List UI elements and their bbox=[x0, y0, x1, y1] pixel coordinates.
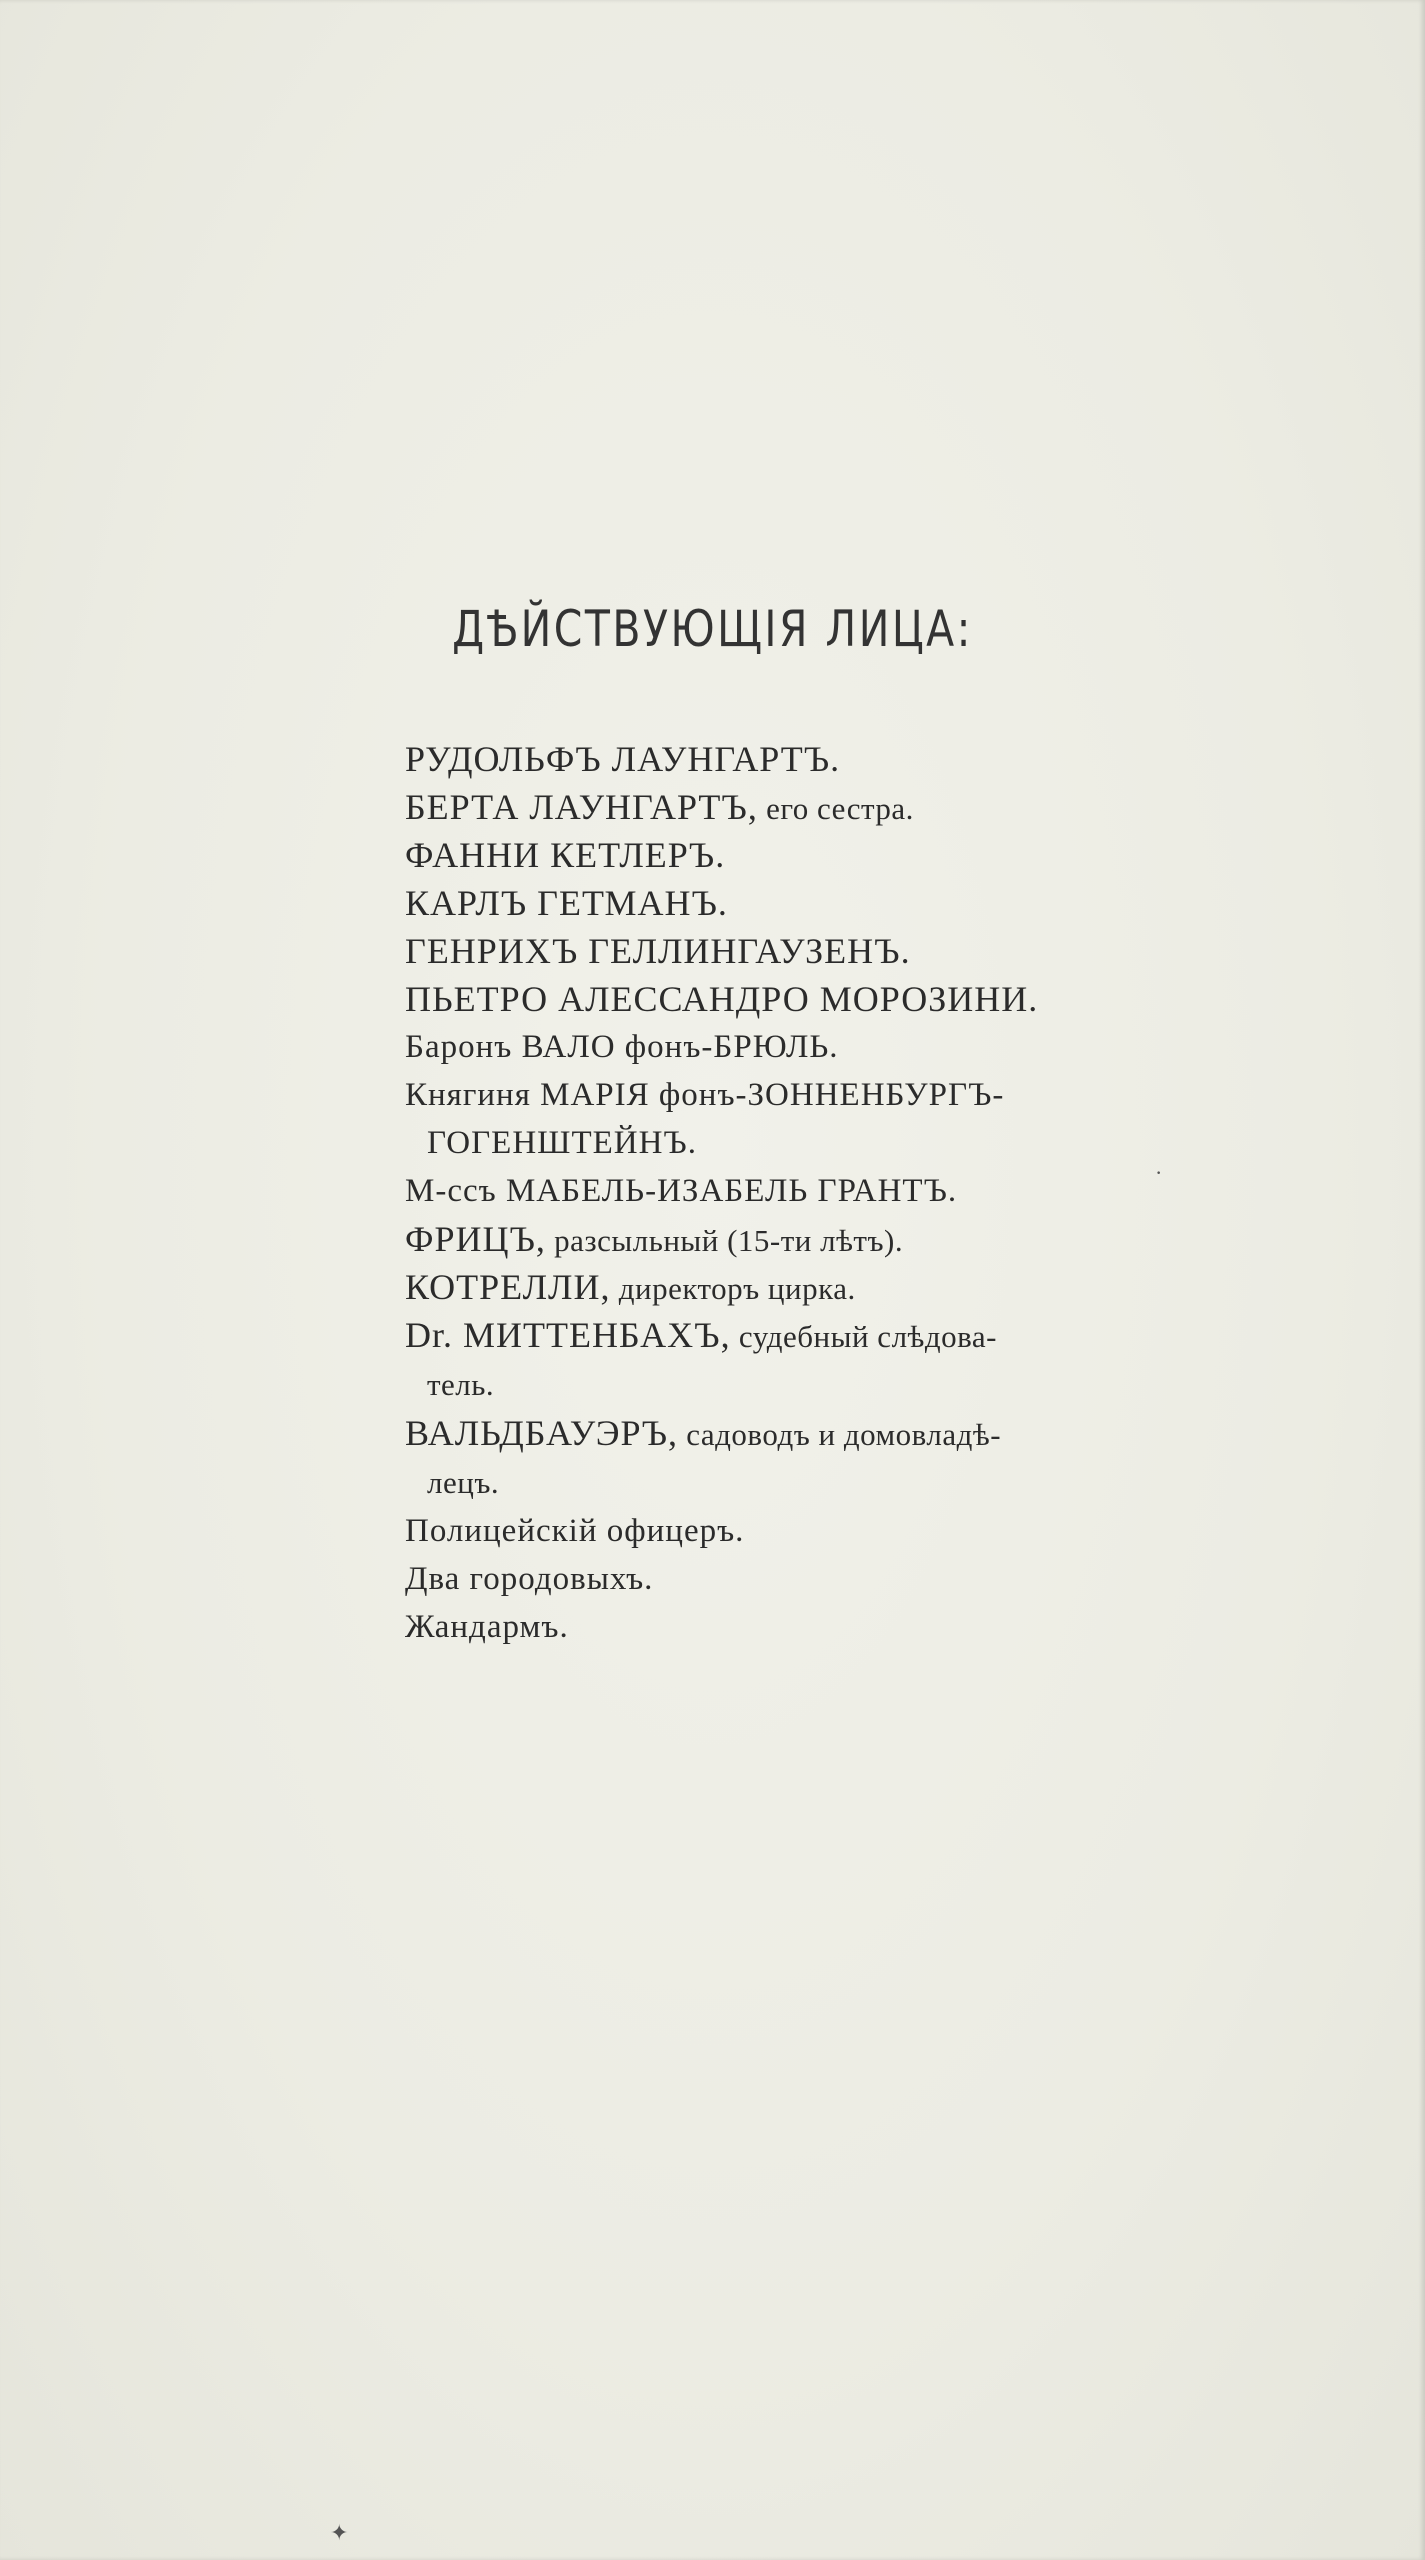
character-description: его сестра. bbox=[757, 791, 914, 826]
character-name: ФАННИ КЕТЛЕРЪ. bbox=[405, 835, 726, 875]
character-description: разсыльный (15-ти лѣтъ). bbox=[545, 1223, 904, 1258]
list-item bbox=[405, 1023, 1205, 1071]
character-name: ПЬЕТРО АЛЕССАНДРО МОРОЗИНИ. bbox=[405, 979, 1039, 1019]
character-name: Dr. МИТТЕНБАХЪ, bbox=[405, 1315, 731, 1355]
list-item bbox=[405, 735, 1205, 783]
list-item bbox=[405, 927, 1205, 975]
character-name: РУДОЛЬФЪ ЛАУНГАРТЪ. bbox=[405, 739, 841, 779]
character-name: БЕРТА ЛАУНГАРТЪ, bbox=[405, 787, 758, 827]
list-item bbox=[405, 831, 1205, 879]
list-item bbox=[405, 1409, 1205, 1507]
character-name: КАРЛЪ ГЕТМАНЪ. bbox=[405, 883, 728, 923]
character-name: ГЕНРИХЪ ГЕЛЛИНГАУЗЕНЪ. bbox=[405, 931, 911, 971]
page-title: ДѢЙСТВУЮЩІЯ ЛИЦА: bbox=[452, 600, 973, 658]
list-item bbox=[405, 1215, 1205, 1263]
character-name: КОТРЕЛЛИ, bbox=[405, 1267, 611, 1307]
cast-list bbox=[405, 735, 1205, 1651]
list-item bbox=[405, 1311, 1205, 1409]
character-name: Баронъ ВАЛО фонъ-БРЮЛЬ. bbox=[405, 1029, 839, 1065]
character-name: Полицейскій офицеръ. bbox=[405, 1513, 745, 1549]
list-item bbox=[405, 1263, 1205, 1311]
character-description: директоръ цирка. bbox=[610, 1271, 856, 1306]
list-item bbox=[405, 1555, 1205, 1603]
character-description: садоводъ и домовладѣ- bbox=[678, 1417, 1002, 1452]
list-item bbox=[405, 1507, 1205, 1555]
character-name: Княгиня МАРІЯ фонъ-ЗОННЕНБУРГЪ- bbox=[405, 1077, 1005, 1113]
ink-speck-mark: · bbox=[1155, 1160, 1163, 1185]
character-description-continuation: лецъ. bbox=[427, 1465, 500, 1500]
character-description: судебный слѣдова- bbox=[730, 1319, 997, 1354]
character-name-continuation: ГОГЕНШТЕЙНЪ. bbox=[427, 1125, 697, 1161]
list-item bbox=[405, 975, 1205, 1023]
character-name: Жандармъ. bbox=[405, 1609, 569, 1645]
character-name: Два городовыхъ. bbox=[405, 1561, 654, 1597]
list-item bbox=[405, 1167, 1205, 1215]
character-name: ВАЛЬДБАУЭРЪ, bbox=[405, 1413, 678, 1453]
character-name: М-ссъ МАБЕЛЬ-ИЗАБЕЛЬ ГРАНТЪ. bbox=[405, 1173, 958, 1209]
list-item bbox=[405, 783, 1205, 831]
character-name: ФРИЦЪ, bbox=[405, 1219, 546, 1259]
list-item bbox=[405, 1603, 1205, 1651]
list-item bbox=[405, 879, 1205, 927]
list-item bbox=[405, 1071, 1205, 1167]
ink-speck-mark: ✦ bbox=[330, 2520, 349, 2545]
character-description-continuation: тель. bbox=[427, 1367, 495, 1402]
